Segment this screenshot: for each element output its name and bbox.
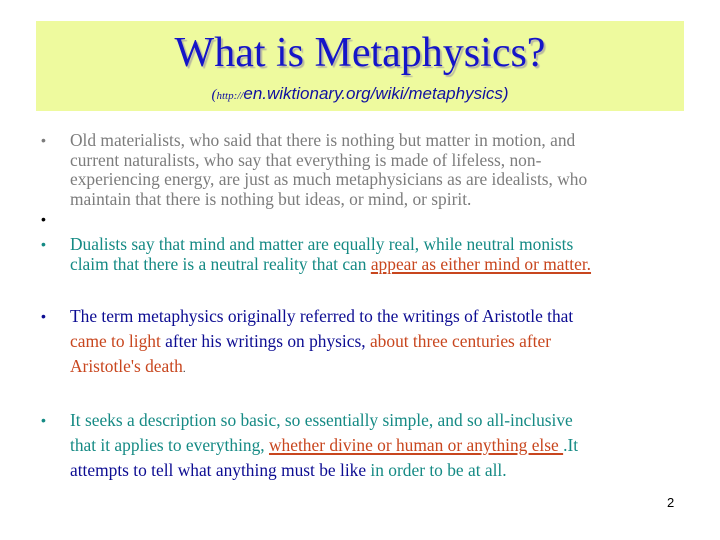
- bullet-text: [70, 304, 690, 381]
- text-line: Dualists say that mind and matter are equally real, while neutral monists: [70, 234, 574, 254]
- bullet-marker: •: [41, 211, 46, 227]
- bullet-marker: •: [41, 132, 46, 148]
- text-segment: attempts to tell what anything must be like: [70, 460, 367, 480]
- text-line: [70, 329, 690, 354]
- text-segment: that it applies to everything,: [70, 435, 269, 455]
- text-line: current naturalists, who say that everything is made of lifeless, non-: [70, 149, 542, 170]
- text-line: It seeks a description so basic, so essentially simple, and so all-inclusive: [70, 410, 573, 430]
- open-paren: (: [211, 87, 217, 103]
- highlighted-phrase: whether divine or human or anything else: [268, 435, 564, 455]
- text-line: experiencing energy, are just as much metaphysicians as are idealists, who: [70, 169, 588, 189]
- title-box: [36, 21, 684, 111]
- highlighted-phrase: about three centuries after: [369, 331, 552, 351]
- highlighted-phrase: Aristotle's death: [70, 356, 183, 376]
- bullet-marker: •: [41, 236, 46, 252]
- url-protocol: [211, 87, 243, 103]
- highlighted-phrase: came to light: [70, 331, 161, 351]
- text-line: [70, 354, 690, 381]
- text-line: [70, 433, 690, 458]
- source-url: [36, 84, 684, 106]
- text-line: Old materialists, who said that there is nothing but matter in motion, and: [70, 130, 576, 150]
- text-line: maintain that there is nothing but ideas, or mind, or spirit.: [70, 188, 472, 209]
- bullet-text: [70, 408, 690, 483]
- bullet-text: [70, 131, 690, 209]
- text-segment: .It: [563, 435, 579, 455]
- slide-title: What is Metaphysics?: [174, 30, 546, 76]
- bullet-marker: •: [41, 308, 46, 324]
- text-segment: in order to be at all.: [366, 460, 507, 480]
- text-segment: after his writings on physics,: [160, 331, 370, 351]
- url-rest: en.wiktionary.org/wiki/metaphysics): [243, 84, 509, 103]
- protocol-text: http://: [216, 90, 244, 102]
- text-line: [70, 458, 690, 483]
- text-line: [70, 255, 690, 275]
- highlighted-phrase: appear as either mind or matter.: [370, 253, 592, 274]
- page-number: 2: [667, 495, 675, 510]
- bullet-text: [70, 235, 690, 274]
- text-line: The term metaphysics originally referred to the writings of Aristotle that: [70, 306, 574, 326]
- text-segment: claim that there is a neutral reality that can: [70, 253, 371, 274]
- bullet-marker: •: [41, 412, 46, 428]
- text-segment: .: [182, 361, 186, 375]
